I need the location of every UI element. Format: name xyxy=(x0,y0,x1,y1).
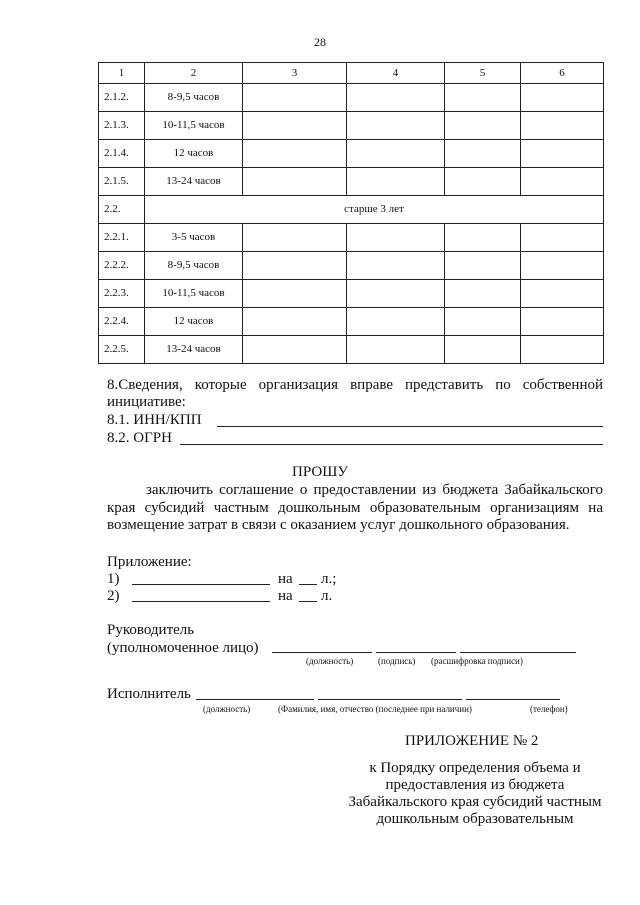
hours-cell: 3-5 часов xyxy=(145,224,243,252)
table-row xyxy=(99,336,604,364)
empty-cell[interactable] xyxy=(243,336,347,364)
appendix-title: ПРИЛОЖЕНИЕ № 2 xyxy=(405,733,539,749)
empty-cell[interactable] xyxy=(445,308,521,336)
attachment-1-pages-field[interactable] xyxy=(299,584,317,585)
empty-cell[interactable] xyxy=(243,308,347,336)
table-row xyxy=(99,252,604,280)
empty-cell[interactable] xyxy=(445,112,521,140)
table-row xyxy=(99,140,604,168)
head-caption-signature: (подпись) xyxy=(378,656,416,666)
request-line2: края субсидий частным дошкольным образовательным организациям на xyxy=(107,500,603,516)
data-table xyxy=(98,62,604,364)
head-position-field[interactable] xyxy=(272,652,372,653)
header-cell: 2 xyxy=(145,63,243,84)
empty-cell[interactable] xyxy=(521,224,604,252)
empty-cell[interactable] xyxy=(347,84,445,112)
empty-cell[interactable] xyxy=(445,140,521,168)
row-number-cell: 2.1.2. xyxy=(99,84,145,112)
empty-cell[interactable] xyxy=(347,112,445,140)
empty-cell[interactable] xyxy=(521,336,604,364)
empty-cell[interactable] xyxy=(243,140,347,168)
ogrn-label: 8.2. ОГРН xyxy=(107,430,172,446)
hours-cell: 13-24 часов xyxy=(145,336,243,364)
attachment-2-l: л. xyxy=(321,588,333,604)
empty-cell[interactable] xyxy=(445,168,521,196)
table-row xyxy=(99,84,604,112)
head-label-2: (уполномоченное лицо) xyxy=(107,640,259,656)
table-header-row xyxy=(99,63,604,84)
empty-cell[interactable] xyxy=(347,140,445,168)
header-cell: 6 xyxy=(521,63,604,84)
inn-label: 8.1. ИНН/КПП xyxy=(107,412,202,428)
row-number-cell: 2.2.3. xyxy=(99,280,145,308)
empty-cell[interactable] xyxy=(243,224,347,252)
header-cell: 5 xyxy=(445,63,521,84)
attachment-1-num: 1) xyxy=(107,571,120,587)
executor-caption-fio: (Фамилия, имя, отчество (последнее при наличии) xyxy=(278,704,472,714)
table-row xyxy=(99,112,604,140)
empty-cell[interactable] xyxy=(347,168,445,196)
table-row xyxy=(99,168,604,196)
hours-cell: 10-11,5 часов xyxy=(145,112,243,140)
empty-cell[interactable] xyxy=(521,308,604,336)
attachment-2-na: на xyxy=(278,588,293,604)
hours-cell: 12 часов xyxy=(145,140,243,168)
executor-label: Исполнитель xyxy=(107,686,191,702)
inn-field[interactable] xyxy=(217,426,603,427)
empty-cell[interactable] xyxy=(445,224,521,252)
empty-cell[interactable] xyxy=(347,280,445,308)
header-cell: 3 xyxy=(243,63,347,84)
head-signature-field[interactable] xyxy=(376,652,456,653)
merged-age-cell: старше 3 лет xyxy=(145,196,604,224)
hours-cell: 10-11,5 часов xyxy=(145,280,243,308)
empty-cell[interactable] xyxy=(243,252,347,280)
table-row xyxy=(99,224,604,252)
head-caption-position: (должность) xyxy=(306,656,354,666)
empty-cell[interactable] xyxy=(243,112,347,140)
section8-line2: инициативе: xyxy=(107,394,186,410)
attachment-2-field[interactable] xyxy=(132,601,270,602)
empty-cell[interactable] xyxy=(521,168,604,196)
hours-cell: 13-24 часов xyxy=(145,168,243,196)
empty-cell[interactable] xyxy=(445,280,521,308)
section8-line1: 8.Сведения, которые организация вправе представить по собственной xyxy=(107,377,603,393)
header-cell: 4 xyxy=(347,63,445,84)
ogrn-field[interactable] xyxy=(180,444,603,445)
header-cell: 1 xyxy=(99,63,145,84)
empty-cell[interactable] xyxy=(445,252,521,280)
row-number-cell: 2.1.5. xyxy=(99,168,145,196)
empty-cell[interactable] xyxy=(521,140,604,168)
head-caption-decode: (расшифровка подписи) xyxy=(431,656,523,666)
page-number: 28 xyxy=(314,35,326,49)
empty-cell[interactable] xyxy=(347,336,445,364)
hours-cell: 12 часов xyxy=(145,308,243,336)
request-line1: заключить соглашение о предоставлении из бюджета Забайкальского xyxy=(146,482,603,498)
hours-cell: 8-9,5 часов xyxy=(145,252,243,280)
executor-position-field[interactable] xyxy=(196,699,314,700)
empty-cell[interactable] xyxy=(521,252,604,280)
table-row xyxy=(99,196,604,224)
table-row xyxy=(99,308,604,336)
row-number-cell: 2.2. xyxy=(99,196,145,224)
attachments-label: Приложение: xyxy=(107,554,192,570)
empty-cell[interactable] xyxy=(521,280,604,308)
appendix-line4: дошкольным образовательным xyxy=(376,811,574,827)
row-number-cell: 2.2.4. xyxy=(99,308,145,336)
request-line3: возмещение затрат в связи с оказанием услуг дошкольного образования. xyxy=(107,517,570,533)
appendix-line3: Забайкальского края субсидий частным xyxy=(348,794,602,810)
attachment-1-na: на xyxy=(278,571,293,587)
empty-cell[interactable] xyxy=(445,336,521,364)
row-number-cell: 2.2.2. xyxy=(99,252,145,280)
empty-cell[interactable] xyxy=(243,280,347,308)
head-decode-field[interactable] xyxy=(460,652,576,653)
empty-cell[interactable] xyxy=(445,84,521,112)
attachment-2-num: 2) xyxy=(107,588,120,604)
table-row xyxy=(99,280,604,308)
executor-caption-position: (должность) xyxy=(203,704,251,714)
appendix-line1: к Порядку определения объема и xyxy=(369,760,581,776)
row-number-cell: 2.2.1. xyxy=(99,224,145,252)
row-number-cell: 2.2.5. xyxy=(99,336,145,364)
attachment-2-pages-field[interactable] xyxy=(299,601,317,602)
head-label-1: Руководитель xyxy=(107,622,195,638)
hours-cell: 8-9,5 часов xyxy=(145,84,243,112)
appendix-line2: предоставления из бюджета xyxy=(385,777,565,793)
row-number-cell: 2.1.4. xyxy=(99,140,145,168)
empty-cell[interactable] xyxy=(521,112,604,140)
empty-cell[interactable] xyxy=(347,252,445,280)
empty-cell[interactable] xyxy=(243,84,347,112)
executor-caption-phone: (телефон) xyxy=(530,704,568,714)
request-title: ПРОШУ xyxy=(292,464,348,480)
empty-cell[interactable] xyxy=(243,168,347,196)
empty-cell[interactable] xyxy=(521,84,604,112)
attachment-1-l: л.; xyxy=(321,571,337,587)
empty-cell[interactable] xyxy=(347,308,445,336)
row-number-cell: 2.1.3. xyxy=(99,112,145,140)
empty-cell[interactable] xyxy=(347,224,445,252)
attachment-1-field[interactable] xyxy=(132,584,270,585)
executor-phone-field[interactable] xyxy=(466,699,560,700)
executor-fio-field[interactable] xyxy=(318,699,462,700)
